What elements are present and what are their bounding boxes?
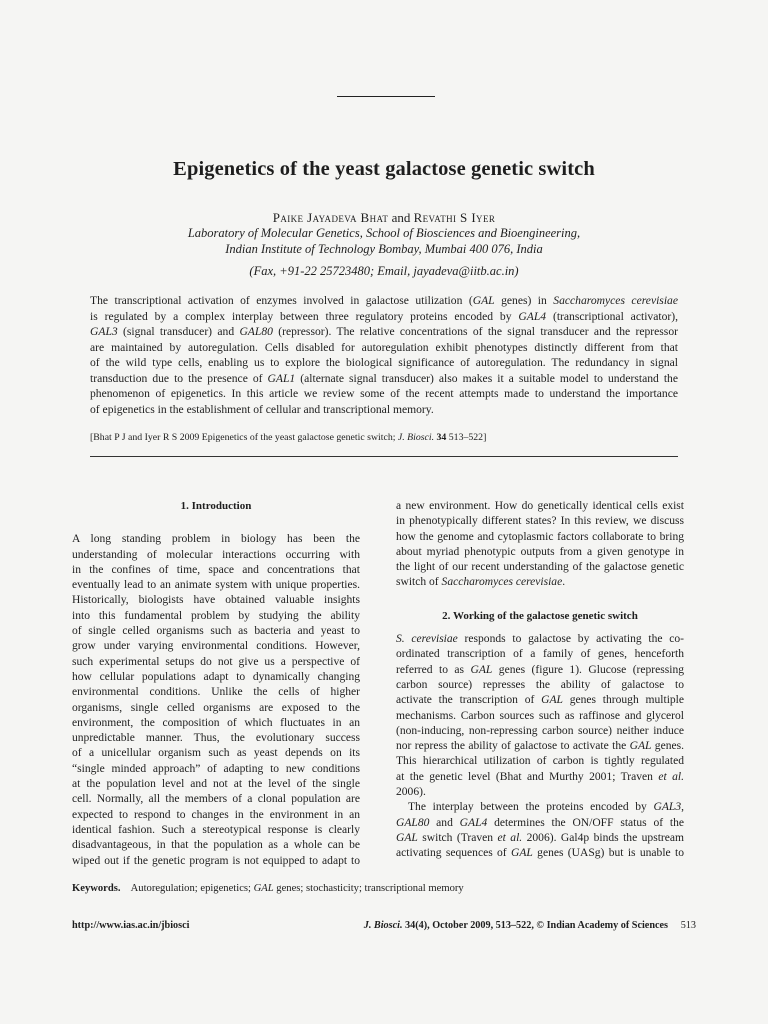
abstract-line: transduction due to the presence of GAL1 (alternate signal transducer) also makes it a suitable model to understand the bbox=[90, 371, 678, 385]
section-heading-working: 2. Working of the galactose genetic switch bbox=[442, 609, 638, 622]
affiliation bbox=[0, 226, 768, 257]
body-line: carbon source) represses the ability of galactose to bbox=[396, 678, 684, 691]
body-line: of single celled organisms such as bacteria and yeast to bbox=[72, 625, 360, 638]
body-line: 2006). bbox=[396, 786, 426, 799]
paper-title: Epigenetics of the yeast galactose genetic switch bbox=[173, 158, 595, 180]
body-line: S. cerevisiae responds to galactose by activating the co- bbox=[396, 633, 685, 646]
body-line: grow under varying environmental conditions. However, bbox=[72, 640, 360, 653]
keywords-label: Keywords. bbox=[72, 883, 121, 894]
abstract-line: GAL3 (signal transducer) and GAL80 (repressor). The relative concentrations of the signal transducer and the repressor bbox=[90, 325, 678, 338]
keywords bbox=[72, 883, 692, 894]
body-line: mechanisms. Carbon sources such as raffinose and glycerol bbox=[396, 709, 684, 722]
abstract bbox=[90, 293, 678, 417]
body-line: disadvantageous, in that the population as a whole can be bbox=[72, 839, 360, 852]
keywords-text: Autoregulation; epigenetics; GAL genes; stochasticity; transcriptional memory bbox=[130, 883, 464, 894]
body-line: environmental conditions. Unlike the cells of higher bbox=[72, 686, 360, 699]
section-heading-introduction: 1. Introduction bbox=[180, 500, 252, 512]
body-line: This hierarchical utilization of carbon is tightly regulated bbox=[396, 755, 684, 768]
body-line: at the genetic level (Bhat and Murthy 2001; Traven et al. bbox=[396, 770, 684, 783]
body-line: Historically, biologists have obtained valuable insights bbox=[72, 594, 360, 607]
journal-info: J. Biosci. 34(4), October 2009, 513–522, © Indian Academy of Sciences bbox=[363, 920, 668, 931]
body-line: ordinated transcription of a family of genes, henceforth bbox=[396, 648, 684, 661]
body-line: how the genome and cytoplasmic factors collaborate to bring bbox=[396, 530, 684, 543]
body-line: of a unicellular organism such as yeast depends on its bbox=[72, 747, 360, 760]
citation: [Bhat P J and Iyer R S 2009 Epigenetics of the yeast galactose genetic switch; J. Biosci. 34 513–522] bbox=[90, 432, 487, 443]
author-1: Paike Jayadeva Bhat bbox=[272, 210, 389, 225]
body-line: identical fashion. Such a stereotypical response is clearly bbox=[72, 823, 360, 836]
abstract-line: phenomenon of epigenetics. In this article we review some of the recent attempts made to understand the importance bbox=[90, 387, 678, 400]
body-line: wiped out if the genetic program is not equipped to adapt to bbox=[72, 854, 360, 867]
body-line: unpredictable manner. Thus, the evolutionary success bbox=[72, 732, 360, 745]
body-line: such experimental setups do not give us a perspective of bbox=[72, 655, 360, 668]
body-line: in the confines of time, space and concentrations that bbox=[72, 563, 360, 576]
section2-paragraph-2 bbox=[396, 800, 684, 861]
abstract-line: of the wild type cells, enabling us to explore the biological significance of autoregulation. The redundancy in signal bbox=[90, 356, 678, 369]
body-line: switch of Saccharomyces cerevisiae. bbox=[396, 576, 566, 589]
abstract-line: are maintained by autoregulation. Cells disabled for autoregulation exhibit phenotypes distinctly different from that bbox=[90, 340, 678, 354]
right-column bbox=[396, 499, 684, 862]
affiliation-line-1: Laboratory of Molecular Genetics, School of Biosciences and Bioengineering, bbox=[187, 226, 581, 240]
body-line: activating sequences of GAL genes (UASg) but is unable to bbox=[396, 847, 684, 860]
body-line: activate the transcription of GAL genes through multiple bbox=[396, 694, 685, 707]
body-line: expected to respond to changes in the environment in an bbox=[72, 808, 360, 821]
top-rule bbox=[337, 96, 435, 97]
body-line: referred to as GAL genes (figure 1). Glucose (repressing bbox=[396, 663, 684, 676]
author-conjunction: and bbox=[391, 210, 411, 225]
abstract-line: The transcriptional activation of enzymes involved in galactose utilization (GAL genes) in Saccharomyces cerevisiae bbox=[90, 294, 678, 307]
section2-paragraph-1 bbox=[396, 632, 684, 800]
page-number: 513 bbox=[680, 920, 696, 931]
body-line: a new environment. How do genetically identical cells exist bbox=[396, 500, 684, 512]
journal-url-link[interactable]: http://www.ias.ac.in/jbiosci bbox=[72, 920, 190, 931]
body-line: at the population level and not at the level of the single bbox=[72, 778, 360, 791]
body-line: cell. Normally, all the members of a clonal population are bbox=[72, 793, 360, 806]
body-line: in phenotypically different states? In this review, we discuss bbox=[396, 515, 684, 528]
body-line: understanding of molecular interactions occurring with bbox=[72, 548, 360, 561]
body-line: how cellular populations adapt to dynamically changing bbox=[72, 670, 360, 683]
body-line: GAL80 and GAL4 determines the ON/OFF status of the bbox=[396, 816, 684, 829]
body-line: nor repress the ability of galactose to activate the GAL genes. bbox=[396, 740, 684, 753]
abstract-line: of epigenetics in the establishment of cellular and transcriptional memory. bbox=[90, 402, 434, 416]
author-2: Revathi S Iyer bbox=[413, 210, 496, 225]
body-line: into this fundamental problem by studying the ability bbox=[72, 609, 360, 622]
body-line: “single minded approach” of adapting to new conditions bbox=[72, 762, 360, 775]
affiliation-line-2: Indian Institute of Technology Bombay, Mumbai 400 076, India bbox=[225, 241, 543, 256]
body-line: A long standing problem in biology has been the bbox=[72, 533, 360, 546]
body-line: eventually lead to an animate system with unique properties. bbox=[72, 579, 360, 592]
body-line: organisms, single celled organisms are exposed to the bbox=[72, 701, 360, 714]
abstract-divider bbox=[90, 456, 678, 457]
introduction-body bbox=[72, 532, 360, 869]
left-column bbox=[72, 499, 360, 869]
contact-info: (Fax, +91-22 25723480; Email, jayadeva@iitb.ac.in) bbox=[249, 264, 519, 278]
introduction-continued bbox=[396, 499, 684, 591]
body-line: The interplay between the proteins encoded by GAL3, bbox=[408, 801, 684, 814]
authors bbox=[0, 210, 768, 226]
body-line: environment, the composition of which fluctuates in an bbox=[72, 716, 360, 729]
body-line: (non-inducing, non-repressing carbon source) neither induce bbox=[396, 724, 684, 737]
body-line: GAL switch (Traven et al. 2006). Gal4p binds the upstream bbox=[396, 831, 684, 844]
body-line: the light of our recent understanding of the galactose genetic bbox=[396, 561, 684, 574]
abstract-line: is regulated by a complex interplay between three regulatory proteins encoded by GAL4 (transcriptional activator), bbox=[90, 309, 678, 323]
body-line: about myriad phenotypic outputs from a given genotype in bbox=[396, 545, 684, 558]
